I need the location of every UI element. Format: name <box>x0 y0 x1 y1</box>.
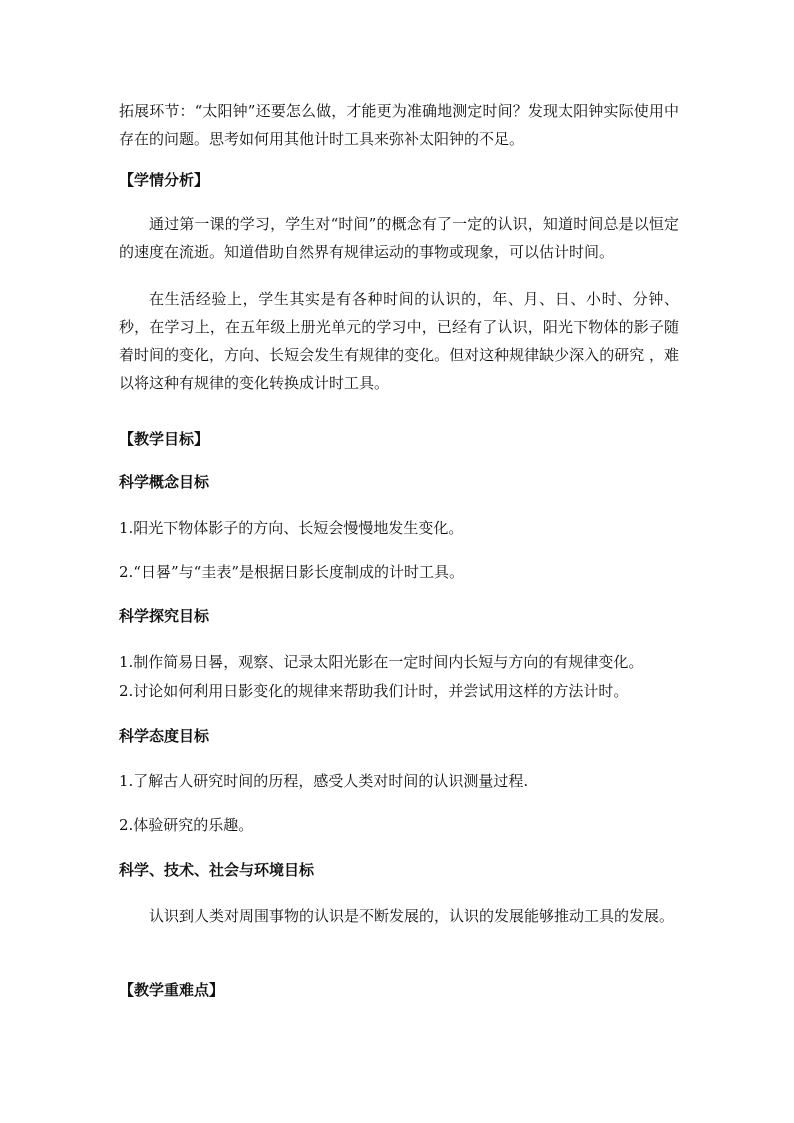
inquiry-goal-item-2: 2.讨论如何利用日影变化的规律来帮助我们计时，并尝试用这样的方法计时。 <box>119 682 629 700</box>
learning-analysis-paragraph-1: 通过第一课的学习，学生对“时间”的概念有了一定的认识，知道时间总是以恒定的速度在流逝。知道借助自然界有规律运动的事物或现象，可以估计时间。 <box>119 215 679 261</box>
stse-goal-paragraph: 认识到人类对周围事物的认识是不断发展的，认识的发展能够推动工具的发展。 <box>149 907 675 925</box>
stse-goal-heading: 科学、技术、社会与环境目标 <box>119 861 315 879</box>
attitude-goal-heading: 科学态度目标 <box>119 727 210 745</box>
inquiry-goal-item-1: 1.制作简易日晷，观察、记录太阳光影在一定时间内长短与方向的有规律变化。 <box>119 653 644 671</box>
teaching-goals-heading: 【教学目标】 <box>119 430 210 448</box>
concept-goal-item-2: 2.“日晷”与“圭表”是根据日影长度制成的计时工具。 <box>119 563 464 581</box>
attitude-goal-item-2: 2.体验研究的乐趣。 <box>119 816 254 834</box>
key-points-heading: 【教学重难点】 <box>119 981 225 999</box>
learning-analysis-heading: 【学情分析】 <box>119 171 210 189</box>
concept-goal-heading: 科学概念目标 <box>119 473 210 491</box>
learning-analysis-paragraph-2: 在生活经验上，学生其实是有各种时间的认识的，年、月、日、小时、分钟、秒，在学习上，在五年级上册光单元的学习中，已经有了认识，阳光下物体的影子随着时间的变化，方向、长短会发生有规律的变化。但对这种规律缺少深入的研究 ，难以将这种有规律的变化转换成计时工具。 <box>119 290 679 392</box>
concept-goal-item-1: 1.阳光下物体影子的方向、长短会慢慢地发生变化。 <box>119 519 464 537</box>
inquiry-goal-heading: 科学探究目标 <box>119 607 210 625</box>
expansion-paragraph: 拓展环节：“太阳钟”还要怎么做，才能更为准确地测定时间？发现太阳钟实际使用中存在的问题。思考如何用其他计时工具来弥补太阳钟的不足。 <box>119 102 679 148</box>
attitude-goal-item-1: 1.了解古人研究时间的历程，感受人类对时间的认识测量过程. <box>119 772 529 790</box>
